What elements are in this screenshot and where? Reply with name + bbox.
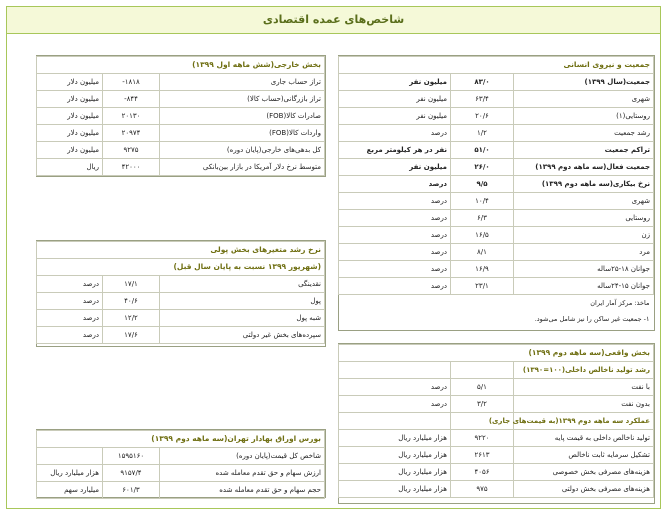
population-row <box>338 193 653 210</box>
real-sector-value <box>451 362 514 379</box>
stock-row <box>36 448 324 465</box>
external-label: متوسط نرخ دلار آمریکا در بازار بین‌بانکی <box>160 159 325 176</box>
monetary-header-row <box>36 242 324 259</box>
population-value: ۲۰/۶ <box>451 108 514 125</box>
population-row <box>338 261 653 278</box>
stock-unit <box>36 448 102 465</box>
stock-value: ۶۰۱/۳ <box>103 482 160 499</box>
monetary-unit: درصد <box>36 276 102 293</box>
population-unit: درصد <box>338 227 450 244</box>
external-value: ۲۰۱۳۰ <box>103 108 160 125</box>
real-sector-value: ۴۰۵۶ <box>451 464 514 481</box>
population-unit: میلیون نفر <box>338 91 450 108</box>
stock-panel <box>36 429 326 498</box>
population-header: جمعیت و نیروی انسانی <box>338 57 653 74</box>
real-sector-unit: هزار میلیارد ریال <box>338 464 450 481</box>
population-header-row <box>338 57 653 74</box>
real-sector-label: با نفت <box>514 379 654 396</box>
real-sector-unit <box>338 362 450 379</box>
real-sector-table <box>338 344 654 498</box>
real-sector-label: تشکیل سرمایه ثابت ناخالص <box>514 447 654 464</box>
population-value: ۶۳/۴ <box>451 91 514 108</box>
population-footnote: ۱- جمعیت غیر ساکن را نیز شامل می‌شود. <box>534 314 650 323</box>
external-row <box>36 142 324 159</box>
external-value: ۸۴۴- <box>103 91 160 108</box>
real-sector-row <box>338 379 653 396</box>
external-label: تراز حساب جاری <box>160 74 325 91</box>
external-panel <box>36 55 326 177</box>
monetary-header: نرخ رشد متغیرهای بخش پولی <box>36 242 324 259</box>
monetary-unit: درصد <box>36 327 102 344</box>
population-row <box>338 278 653 295</box>
real-sector-row <box>338 413 653 430</box>
monetary-label: شبه پول <box>160 310 325 327</box>
real-sector-header-row <box>338 345 653 362</box>
population-unit: درصد <box>338 193 450 210</box>
real-sector-row <box>338 464 653 481</box>
real-sector-label: عملکرد سه ماهه دوم ۱۳۹۹(به قیمت‌های جاری) <box>514 413 654 430</box>
population-value: ۱۶/۹ <box>451 261 514 278</box>
population-label: رشد جمعیت <box>514 125 654 142</box>
population-row <box>338 244 653 261</box>
population-unit: میلیون نفر <box>338 159 450 176</box>
population-row <box>338 142 653 159</box>
page-title: شاخص‌های عمده اقتصادی <box>7 7 660 34</box>
population-value: ۱۶/۵ <box>451 227 514 244</box>
population-value: ۱/۲ <box>451 125 514 142</box>
real-sector-value: ۹۷۵ <box>451 481 514 498</box>
real-sector-row <box>338 396 653 413</box>
population-footnote-row <box>338 311 653 327</box>
population-value: ۸/۱ <box>451 244 514 261</box>
external-unit: میلیون دلار <box>36 125 102 142</box>
external-unit: میلیون دلار <box>36 142 102 159</box>
population-label: مرد <box>514 244 654 261</box>
real-sector-row <box>338 430 653 447</box>
stock-label: ارزش سهام و حق تقدم معامله شده <box>160 465 325 482</box>
monetary-value: ۱۷/۱ <box>103 276 160 293</box>
population-unit: درصد <box>338 210 450 227</box>
monetary-row <box>36 327 324 344</box>
population-label: شهری <box>514 91 654 108</box>
external-value: ۱۸۱۸- <box>103 74 160 91</box>
population-label: نرخ بیکاری(سه ماهه دوم ۱۳۹۹) <box>514 176 654 193</box>
population-unit: درصد <box>338 278 450 295</box>
population-row <box>338 227 653 244</box>
real-sector-value: ۵/۱ <box>451 379 514 396</box>
real-sector-unit: هزار میلیارد ریال <box>338 430 450 447</box>
population-value: ۵۱/۰ <box>451 142 514 159</box>
monetary-unit: درصد <box>36 310 102 327</box>
population-label: روستایی(۱) <box>514 108 654 125</box>
monetary-label: پول <box>160 293 325 310</box>
real-sector-unit <box>338 413 450 430</box>
monetary-label: سپرده‌های بخش غیر دولتی <box>160 327 325 344</box>
population-label: روستایی <box>514 210 654 227</box>
real-sector-label: بدون نفت <box>514 396 654 413</box>
population-label: جمعیت فعال(سه ماهه دوم ۱۳۹۹) <box>514 159 654 176</box>
population-unit: میلیون نفر <box>338 74 450 91</box>
population-value: ۲۳/۱ <box>451 278 514 295</box>
population-unit: درصد <box>338 244 450 261</box>
real-sector-label: رشد تولید ناخالص داخلی(۱۰۰=۱۳۹۰) <box>514 362 654 379</box>
population-row <box>338 159 653 176</box>
monetary-row <box>36 310 324 327</box>
real-sector-row <box>338 362 653 379</box>
population-value: ۸۳/۰ <box>451 74 514 91</box>
population-label: جوانان ۱۸-۲۵ساله <box>514 261 654 278</box>
population-panel <box>338 55 655 331</box>
external-row <box>36 74 324 91</box>
population-row <box>338 91 653 108</box>
monetary-row <box>36 293 324 310</box>
external-value: ۹۲۷۵ <box>103 142 160 159</box>
external-label: صادرات کالا(FOB) <box>160 108 325 125</box>
report-frame <box>6 6 661 509</box>
stock-row <box>36 482 324 499</box>
stock-label: حجم سهام و حق تقدم معامله شده <box>160 482 325 499</box>
population-label: شهری <box>514 193 654 210</box>
population-value: ۲۶/۰ <box>451 159 514 176</box>
population-label: جوانان ۱۵-۲۴ساله <box>514 278 654 295</box>
monetary-subheader: (شهریور ۱۳۹۹ نسبت به پایان سال قبل) <box>36 259 324 276</box>
real-sector-unit: هزار میلیارد ریال <box>338 447 450 464</box>
population-row <box>338 210 653 227</box>
monetary-unit: درصد <box>36 293 102 310</box>
population-source-row <box>338 295 653 312</box>
monetary-subheader-row <box>36 259 324 276</box>
population-unit: میلیون نفر <box>338 108 450 125</box>
real-sector-row <box>338 481 653 498</box>
external-header: بخش خارجی(شش ماهه اول ۱۳۹۹) <box>36 57 324 74</box>
external-label: کل بدهی‌های خارجی(پایان دوره) <box>160 142 325 159</box>
stock-header: بورس اوراق بهادار تهران(سه ماهه دوم ۱۳۹۹) <box>36 431 324 448</box>
external-row <box>36 108 324 125</box>
real-sector-unit: درصد <box>338 396 450 413</box>
population-value: ۹/۵ <box>451 176 514 193</box>
stock-label: شاخص کل قیمت(پایان دوره) <box>160 448 325 465</box>
external-label: تراز بازرگانی(حساب کالا) <box>160 91 325 108</box>
stock-unit: میلیارد سهم <box>36 482 102 499</box>
population-unit: نفر در هر کیلومتر مربع <box>338 142 450 159</box>
monetary-row <box>36 276 324 293</box>
real-sector-value: ۳/۲ <box>451 396 514 413</box>
population-unit: درصد <box>338 125 450 142</box>
external-value: ۲۰۹۷۴ <box>103 125 160 142</box>
external-table <box>36 56 325 176</box>
external-header-row <box>36 57 324 74</box>
external-label: واردات کالا(FOB) <box>160 125 325 142</box>
external-value: ۴۲۰۰۰ <box>103 159 160 176</box>
stock-unit: هزار میلیارد ریال <box>36 465 102 482</box>
external-unit: میلیون دلار <box>36 91 102 108</box>
real-sector-value: ۲۶۱۳ <box>451 447 514 464</box>
real-sector-header: بخش واقعی(سه ماهه دوم ۱۳۹۹) <box>338 345 653 362</box>
external-unit: میلیون دلار <box>36 108 102 125</box>
external-row <box>36 159 324 176</box>
stock-value: ۱۵۹۵۱۶۰ <box>103 448 160 465</box>
population-label: زن <box>514 227 654 244</box>
monetary-value: ۱۲/۲ <box>103 310 160 327</box>
monetary-label: نقدینگی <box>160 276 325 293</box>
real-sector-unit: درصد <box>338 379 450 396</box>
real-sector-value: ۹۲۲۰ <box>451 430 514 447</box>
population-row <box>338 108 653 125</box>
real-sector-label: هزینه‌های مصرفی بخش خصوصی <box>514 464 654 481</box>
population-value: ۱۰/۴ <box>451 193 514 210</box>
monetary-table <box>36 241 325 344</box>
external-row <box>36 91 324 108</box>
external-row <box>36 125 324 142</box>
monetary-panel <box>36 240 326 347</box>
monetary-value: ۱۷/۶ <box>103 327 160 344</box>
monetary-value: ۴۰/۶ <box>103 293 160 310</box>
population-value: ۶/۳ <box>451 210 514 227</box>
real-sector-row <box>338 447 653 464</box>
real-sector-label: تولید ناخالص داخلی به قیمت پایه <box>514 430 654 447</box>
real-sector-label: هزینه‌های مصرفی بخش دولتی <box>514 481 654 498</box>
population-label: جمعیت(سال ۱۳۹۹) <box>514 74 654 91</box>
real-sector-panel <box>338 343 655 504</box>
population-label: تراکم جمعیت <box>514 142 654 159</box>
external-unit: ریال <box>36 159 102 176</box>
population-row <box>338 74 653 91</box>
population-unit: درصد <box>338 261 450 278</box>
population-row <box>338 176 653 193</box>
external-unit: میلیون دلار <box>36 74 102 91</box>
stock-row <box>36 465 324 482</box>
stock-header-row <box>36 431 324 448</box>
population-table <box>338 56 654 327</box>
stock-value: ۹۱۵۷/۴ <box>103 465 160 482</box>
real-sector-unit: هزار میلیارد ریال <box>338 481 450 498</box>
population-row <box>338 125 653 142</box>
stock-table <box>36 430 325 499</box>
population-source: ماخذ: مرکز آمار ایران <box>590 298 650 307</box>
population-unit: درصد <box>338 176 450 193</box>
